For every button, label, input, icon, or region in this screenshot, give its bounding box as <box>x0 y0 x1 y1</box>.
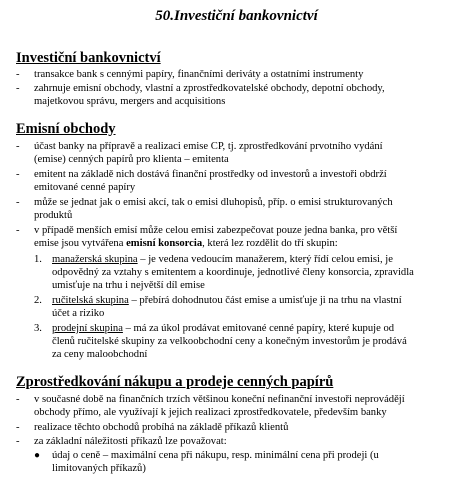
numbered-item-continuation: členů ručitelské skupiny za velkoobchodní ceny a konečným investorům je prodává <box>52 336 407 347</box>
group-term: prodejní skupina <box>52 323 123 334</box>
list-item-continuation: produktů <box>34 210 73 221</box>
list-item: emitent na základě nich dostává finanční prostředky od investorů a investoři obdrží <box>34 169 387 180</box>
numbered-item-continuation: umisťuje na trhu i největší díl emise <box>52 280 205 291</box>
bullet-marker: ● <box>34 450 41 461</box>
document-title: 50.Investiční bankovnictví <box>155 8 318 24</box>
dash-marker: - <box>16 169 20 180</box>
dash-marker: - <box>16 225 20 236</box>
list-item: v současné době na finančních trzích většinou koneční nefinanční investoři neprovádějí <box>34 394 405 405</box>
numbered-item-continuation: odpovědný za vztahy s emitentem a koordinuje, jednotlivé členy konsorcia, zpravidla <box>52 267 414 278</box>
text-run: , která lez rozdělit do tří skupin: <box>202 238 338 249</box>
text-run: – má za úkol prodávat emitované cenné papíry, které kupuje od <box>122 323 395 334</box>
bullet-item-continuation: limitovaných příkazů) <box>52 463 146 474</box>
text-run: emise jsou vytvářena <box>34 238 127 249</box>
numbered-item-continuation: za ceny maloobchodní <box>52 349 148 360</box>
list-item-continuation: majetkovou správu, mergers and acquisitions <box>34 96 226 107</box>
dash-marker: - <box>16 436 20 447</box>
numbered-item <box>52 253 393 266</box>
list-item: účast banky na přípravě a realizaci emise CP, tj. zprostředkování prvotního vydání <box>34 141 383 152</box>
list-item: realizace těchto obchodů probíhá na základě příkazů klientů <box>34 422 289 433</box>
list-item-continuation: (emise) cenných papírů pro klienta – emitenta <box>34 154 229 165</box>
group-term: manažerská skupina <box>52 254 138 265</box>
section-heading-investicni: Investiční bankovnictví <box>16 50 161 66</box>
list-item-continuation: obchody přímo, ale využívají k jejich realizaci zprostředkovatele, především banky <box>34 407 387 418</box>
text-run: – přebírá dohodnutou část emise a umisťuje ji na trhu na vlastní <box>128 295 402 306</box>
dash-marker: - <box>16 197 20 208</box>
list-item: v případě menších emisí může celou emisi zabezpečovat pouze jedna banka, pro větší <box>34 225 398 236</box>
dash-marker: - <box>16 141 20 152</box>
dash-marker: - <box>16 394 20 405</box>
dash-marker: - <box>16 83 20 94</box>
numbered-item <box>52 322 394 335</box>
list-number: 3. <box>34 323 42 334</box>
dash-marker: - <box>16 422 20 433</box>
numbered-item-continuation: účet a riziko <box>52 308 105 319</box>
list-item: za základní náležitosti příkazů lze považovat: <box>34 436 227 447</box>
list-item: zahrnuje emisní obchody, vlastní a zprostředkovatelské obchody, depotní obchody, <box>34 83 385 94</box>
text-run: – je vedena vedoucím manažerem, který řídí celou emisi, je <box>137 254 393 265</box>
numbered-item <box>52 294 402 307</box>
section-heading-zprostredkovani: Zprostředkování nákupu a prodeje cenných papírů <box>16 374 334 390</box>
list-number: 2. <box>34 295 42 306</box>
section-heading-emisni: Emisní obchody <box>16 121 116 137</box>
group-term: ručitelská skupina <box>52 295 129 306</box>
bullet-item: údaj o ceně – maximální cena při nákupu, resp. minimální cena při prodeji (u <box>52 450 379 461</box>
list-item-continuation <box>34 237 338 250</box>
list-number: 1. <box>34 254 42 265</box>
list-item-continuation: emitované cenné papíry <box>34 182 136 193</box>
dash-marker: - <box>16 69 20 80</box>
emisni-konsorcia-term: emisní konsorcia <box>126 238 203 249</box>
list-item: transakce bank s cennými papíry, finančními deriváty a ostatními instrumenty <box>34 69 364 80</box>
list-item: může se jednat jak o emisi akcí, tak o emisi dluhopisů, příp. o emisi strukturovaných <box>34 197 393 208</box>
